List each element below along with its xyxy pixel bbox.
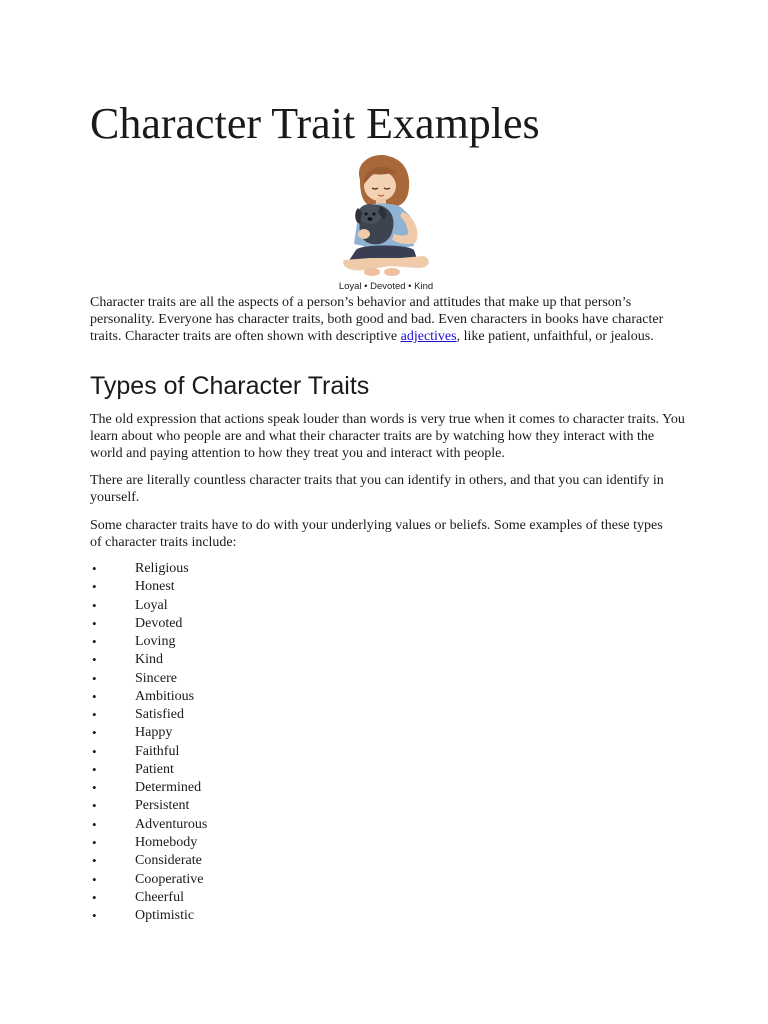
bullet-icon: •: [92, 597, 97, 613]
trait-label: Loyal: [135, 597, 168, 613]
trait-label: Ambitious: [135, 688, 195, 704]
bullet-icon: •: [92, 816, 97, 832]
trait-label: Sincere: [135, 670, 177, 686]
bullet-icon: •: [92, 889, 97, 905]
trait-label: Considerate: [135, 853, 202, 869]
trait-label: Persistent: [135, 798, 190, 814]
intro-paragraph: [90, 294, 670, 345]
bullet-icon: •: [92, 798, 97, 814]
section-heading: Types of Character Traits: [90, 372, 370, 400]
intro-text: Character traits are all the aspects of a person’s behavior and attitudes that make up that person’s personality. Everyone has character traits, both good and bad. Even characters in books have character traits. Character traits are often shown with descriptive: [90, 295, 664, 344]
trait-label: Cheerful: [135, 889, 184, 905]
trait-label: Kind: [135, 652, 163, 668]
trait-label: Adventurous: [135, 816, 208, 832]
trait-label: Loving: [135, 634, 176, 650]
illustration-figure: [330, 150, 442, 296]
bullet-icon: •: [92, 561, 97, 576]
bullet-icon: •: [92, 670, 97, 686]
bullet-icon: •: [92, 688, 97, 704]
trait-label: Devoted: [135, 615, 183, 631]
figure-caption: Loyal • Devoted • Kind: [338, 281, 434, 292]
bullet-icon: •: [92, 834, 97, 850]
bullet-icon: •: [92, 780, 97, 796]
trait-label: Cooperative: [135, 871, 204, 887]
girl-holding-puppy-icon: [330, 150, 442, 280]
trait-label: Determined: [135, 780, 202, 796]
bullet-icon: •: [92, 634, 97, 650]
adjectives-link[interactable]: adjectives: [400, 329, 457, 344]
section-paragraph-3: Some character traits have to do with your underlying values or beliefs. Some examples of these types of character traits include:: [90, 518, 663, 550]
trait-label: Satisfied: [135, 707, 184, 723]
bullet-icon: •: [92, 761, 97, 777]
bullet-icon: •: [92, 707, 97, 723]
bullet-icon: •: [92, 615, 97, 631]
bullet-icon: •: [92, 579, 97, 595]
bullet-icon: •: [92, 743, 97, 759]
trait-label: Happy: [135, 725, 173, 741]
trait-label: Honest: [135, 579, 175, 595]
trait-label: Homebody: [135, 834, 198, 850]
trait-label: Faithful: [135, 743, 180, 759]
trait-label: Religious: [135, 561, 189, 576]
trait-label: Patient: [135, 761, 174, 777]
bullet-icon: •: [92, 908, 97, 924]
intro-text-end: , like patient, unfaithful, or jealous.: [456, 329, 654, 344]
bullet-icon: •: [92, 853, 97, 869]
page-title: Character Trait Examples: [90, 99, 540, 148]
bullet-icon: •: [92, 652, 97, 668]
trait-label: Optimistic: [135, 908, 195, 924]
bullet-icon: •: [92, 725, 97, 741]
section-paragraph-2: There are literally countless character traits that you can identify in others, and that you can identify in yourself.: [90, 473, 664, 505]
section-paragraph-1: The old expression that actions speak louder than words is very true when it comes to character traits. You learn about who people are and what their character traits are by watching how they interact with the world and paying attention to how they treat you and interact with people.: [90, 412, 685, 461]
bullet-icon: •: [92, 871, 97, 887]
